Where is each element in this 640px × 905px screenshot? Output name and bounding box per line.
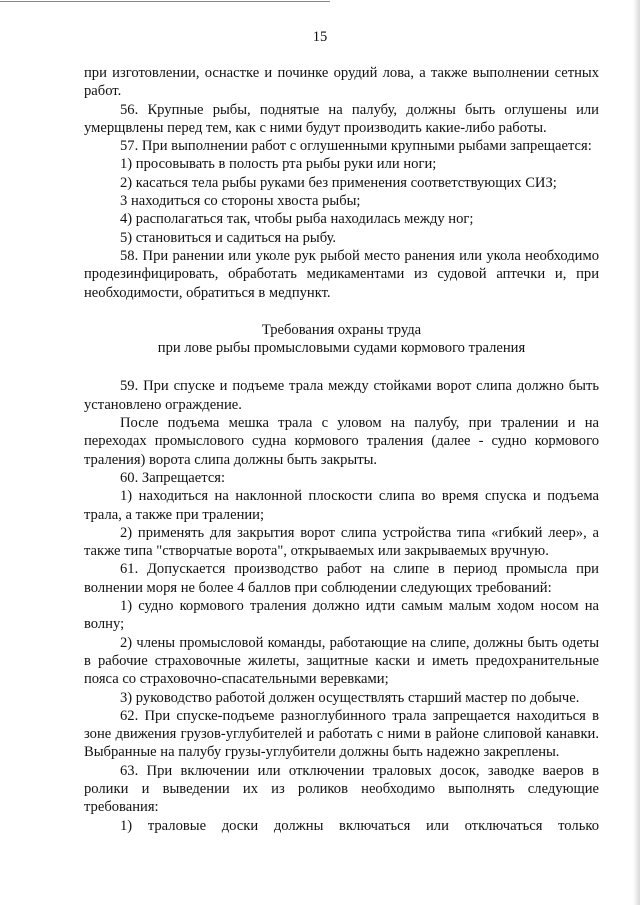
scan-shadow <box>633 0 640 905</box>
paragraph: 62. При спуске-подъеме разноглубинного трала запрещается находиться в зоне движения грузов-углубителей и работать с ними в районе слиповой канавки. Выбранные на палубу грузы-углубители должны быть надежно закреплены. <box>84 707 599 761</box>
list-item: 2) касаться тела рыбы руками без применения соответствующих СИЗ; <box>120 174 557 191</box>
document-body <box>84 64 599 835</box>
list-item: 4) располагаться так, чтобы рыба находилась между ног; <box>120 211 474 228</box>
list-item: 1) траловые доски должны включаться или отключаться только <box>120 817 599 834</box>
list-item: 1) судно кормового траления должно идти самым малым ходом носом на волну; <box>84 598 599 633</box>
section-heading <box>84 321 599 358</box>
paragraph: После подъема мешка трала с уловом на палубу, при тралении и на переходах промыслового судна кормового траления (далее - судно кормового траления) ворота слипа должны быть закрыты. <box>84 415 599 468</box>
paragraph: 57. При выполнении работ с оглушенными крупными рыбами запрещается: <box>120 138 592 155</box>
paragraph: 59. При спуске и подъеме трала между стойками ворот слипа должно быть установлено ограждение. <box>84 378 599 413</box>
list-item: 3 находиться со стороны хвоста рыбы; <box>120 193 361 210</box>
list-item: 5) становиться и садиться на рыбу. <box>120 229 337 246</box>
heading-line: при лове рыбы промысловыми судами кормового траления <box>157 340 526 357</box>
paragraph: при изготовлении, оснастке и починке орудий лова, а также выполнении сетных работ. <box>84 65 599 100</box>
scan-edge-line <box>0 1 330 2</box>
paragraph: 61. Допускается производство работ на слипе в период промысла при волнении моря не более 4 баллов при соблюдении следующих требований: <box>84 561 599 596</box>
page-number: 15 <box>312 29 328 45</box>
list-item: 1) просовывать в полость рта рыбы руки или ноги; <box>120 156 437 173</box>
list-item: 3) руководство работой должен осуществлять старший мастер по добыче. <box>120 689 580 706</box>
heading-line: Требования охраны труда <box>261 321 422 338</box>
list-item: 1) находиться на наклонной плоскости слипа во время спуска и подъема трала, а также при тралении; <box>84 488 599 523</box>
paragraph: 63. При включении или отключении траловых досок, заводке ваеров в ролики и выведении их из роликов необходимо выполнять следующие требования: <box>84 762 599 816</box>
list-item: 2) применять для закрытия ворот слипа устройства типа «гибкий леер», а также типа "створчатые ворота", открываемых или закрываемых вручную. <box>84 524 599 560</box>
paragraph: 58. При ранении или уколе рук рыбой место ранения или укола необходимо продезинфицировать, обработать медикаментами из судовой аптечки и, при необходимости, обратиться в медпункт. <box>84 247 599 301</box>
paragraph: 56. Крупные рыбы, поднятые на палубу, должны быть оглушены или умерщвлены перед тем, как с ними будут производить какие-либо работы. <box>84 101 599 136</box>
list-item: 2) члены промысловой команды, работающие на слипе, должны быть одеты в рабочие страховочные жилеты, защитные каски и иметь предохранительные пояса со страховочно-спасательными веревками; <box>84 634 599 688</box>
paragraph: 60. Запрещается: <box>120 469 226 486</box>
